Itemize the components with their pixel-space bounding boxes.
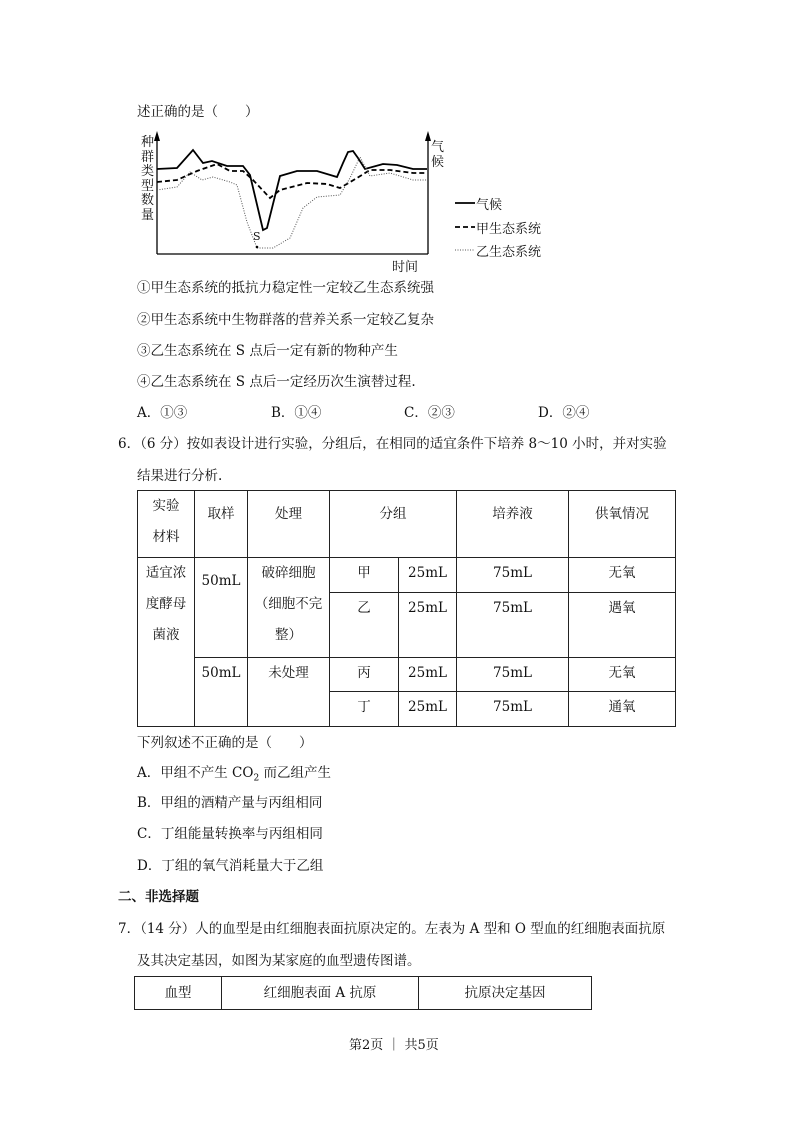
cell-oxygen: 遇氧 bbox=[569, 593, 676, 658]
cell-medium: 75mL bbox=[457, 692, 569, 727]
series-climate bbox=[157, 150, 427, 230]
q5-option-d: D．②④ bbox=[538, 405, 590, 421]
blood-type-table bbox=[134, 976, 592, 1010]
legend-yi: 乙生态系统 bbox=[476, 245, 542, 260]
cell-medium: 75mL bbox=[457, 658, 569, 692]
cell-volume: 25mL bbox=[399, 558, 457, 593]
experiment-table bbox=[137, 490, 676, 727]
cell-oxygen: 无氧 bbox=[569, 658, 676, 692]
q5-stem-tail: 述正确的是（ ） bbox=[137, 104, 259, 120]
series-jia bbox=[157, 164, 427, 198]
table-row bbox=[138, 558, 676, 593]
header-material: 实验材料 bbox=[138, 491, 195, 558]
q6-option-a-text-end: 而乙组产生 bbox=[259, 765, 331, 781]
point-s-label: S bbox=[253, 230, 261, 243]
q5-option-c: C．②③ bbox=[404, 405, 455, 421]
y-left-label: 种群类型数量 bbox=[141, 135, 155, 223]
q5-option-b: B．①④ bbox=[271, 405, 322, 421]
cell-medium: 75mL bbox=[457, 558, 569, 593]
cell-group: 丙 bbox=[330, 658, 399, 692]
cell-sample: 50mL bbox=[195, 558, 248, 658]
cell-group: 甲 bbox=[330, 558, 399, 593]
q6-option-b: B．甲组的酒精产量与丙组相同 bbox=[137, 795, 323, 811]
cell-sample: 50mL bbox=[195, 658, 248, 727]
q6-option-a bbox=[137, 764, 331, 788]
statement-4: ④乙生态系统在 S 点后一定经历次生演替过程. bbox=[137, 374, 416, 390]
point-s-marker bbox=[256, 246, 259, 249]
header-gene: 抗原决定基因 bbox=[419, 977, 592, 1010]
cell-oxygen: 无氧 bbox=[569, 558, 676, 593]
x-label: 时间 bbox=[392, 260, 419, 275]
q7-line1: 7．（14 分）人的血型是由红细胞表面抗原决定的。左表为 A 型和 O 型血的红细胞表面抗原 bbox=[118, 921, 666, 937]
statement-2: ②甲生态系统中生物群落的营养关系一定较乙复杂 bbox=[137, 312, 434, 328]
cell-treatment: 未处理 bbox=[248, 658, 330, 727]
q6-option-c: C．丁组能量转换率与丙组相同 bbox=[137, 826, 323, 842]
section-heading: 二、非选择题 bbox=[118, 889, 199, 905]
cell-volume: 25mL bbox=[399, 692, 457, 727]
legend-jia: 甲生态系统 bbox=[476, 222, 542, 237]
y-right-label: 气候 bbox=[431, 140, 445, 170]
statement-3: ③乙生态系统在 S 点后一定有新的物种产生 bbox=[137, 343, 398, 359]
header-medium: 培养液 bbox=[457, 491, 569, 558]
header-oxygen: 供氧情况 bbox=[569, 491, 676, 558]
cell-oxygen: 通氧 bbox=[569, 692, 676, 727]
table-row bbox=[138, 658, 676, 692]
table-header-row bbox=[135, 977, 592, 1010]
cell-treatment: 破碎细胞（细胞不完整） bbox=[248, 558, 330, 658]
header-group: 分组 bbox=[330, 491, 457, 558]
table-header-row bbox=[138, 491, 676, 558]
header-treatment: 处理 bbox=[248, 491, 330, 558]
subscript: 2 bbox=[253, 773, 260, 784]
statement-1: ①甲生态系统的抵抗力稳定性一定较乙生态系统强 bbox=[137, 280, 434, 296]
q7-line2: 及其决定基因，如图为某家庭的血型遗传图谱。 bbox=[137, 953, 421, 969]
q6-stem-line2: 结果进行分析. bbox=[137, 468, 223, 484]
header-blood-type: 血型 bbox=[135, 977, 222, 1010]
cell-group: 丁 bbox=[330, 692, 399, 727]
header-sample: 取样 bbox=[195, 491, 248, 558]
legend-climate: 气候 bbox=[476, 198, 503, 213]
cell-medium: 75mL bbox=[457, 593, 569, 658]
q5-option-a: A．①③ bbox=[137, 405, 188, 421]
cell-material: 适宜浓度酵母菌液 bbox=[138, 558, 195, 727]
q6-stem-line1: 6．（6 分）按如表设计进行实验，分组后，在相同的适宜条件下培养 8～10 小时，并对实验 bbox=[118, 436, 667, 452]
cell-volume: 25mL bbox=[399, 593, 457, 658]
header-antigen: 红细胞表面 A 抗原 bbox=[222, 977, 419, 1010]
cell-group: 乙 bbox=[330, 593, 399, 658]
page-footer: 第2页 ｜ 共5页 bbox=[349, 1038, 439, 1053]
q6-option-d: D．丁组的氧气消耗量大于乙组 bbox=[137, 858, 324, 874]
q6-question: 下列叙述不正确的是（ ） bbox=[137, 735, 313, 751]
q6-option-a-text: A．甲组不产生 CO bbox=[137, 765, 254, 781]
cell-volume: 25mL bbox=[399, 658, 457, 692]
